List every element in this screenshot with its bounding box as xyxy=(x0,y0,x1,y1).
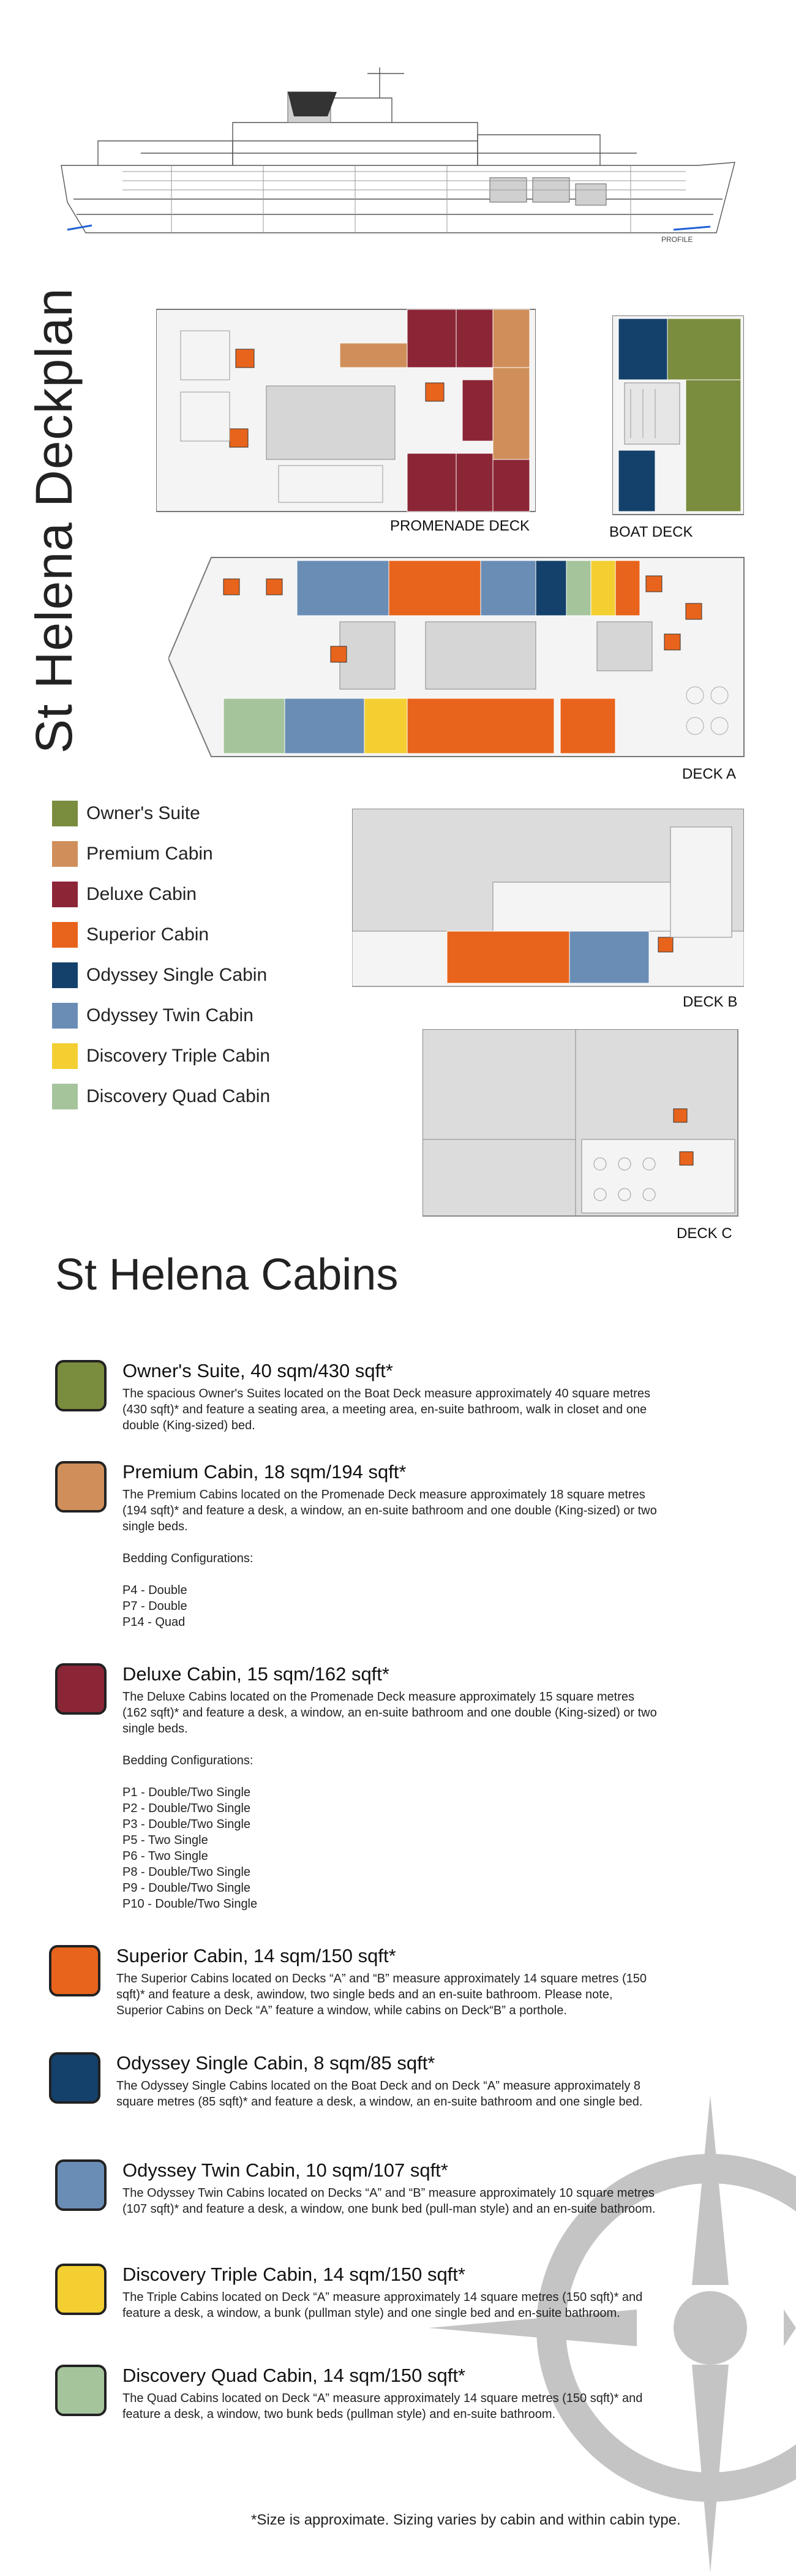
deck-label-boat: BOAT DECK xyxy=(609,524,693,540)
legend-label: Owner's Suite xyxy=(86,803,200,823)
legend-item xyxy=(52,955,270,995)
bedding-list xyxy=(122,1785,661,1912)
cabin-legend xyxy=(52,793,270,1117)
cabin-swatch xyxy=(55,2264,107,2315)
legend-label: Superior Cabin xyxy=(86,924,209,945)
cabin-description: The Deluxe Cabins located on the Promenade Deck measure approximately 15 square metres (162 sqft)* and feature a desk, a window, an en-suite bathroom and one double (King-sized) or two single beds. xyxy=(122,1690,657,1736)
cabin-heading: Discovery Triple Cabin, 14 sqm/150 sqft* xyxy=(122,2264,465,2285)
cabin-heading: Premium Cabin, 18 sqm/194 sqft* xyxy=(122,1461,407,1483)
cabin-swatch xyxy=(55,2159,107,2211)
cabin-swatch xyxy=(55,2365,107,2416)
legend-item xyxy=(52,834,270,874)
deck-b-plan xyxy=(352,809,744,1010)
bedding-item: P3 - Double/Two Single xyxy=(122,1818,251,1831)
legend-item xyxy=(52,915,270,955)
legend-swatch xyxy=(52,962,78,988)
deck-label-promenade: PROMENADE DECK xyxy=(390,518,530,534)
profile-label: PROFILE xyxy=(661,235,693,244)
cabin-swatch xyxy=(55,1461,107,1513)
bedding-item: P9 - Double/Two Single xyxy=(122,1881,251,1895)
cabin-heading: Owner's Suite, 40 sqm/430 sqft* xyxy=(122,1360,393,1381)
cabin-heading: Odyssey Single Cabin, 8 sqm/85 sqft* xyxy=(116,2052,435,2074)
legend-swatch xyxy=(52,882,78,907)
cabin-description: The Quad Cabins located on Deck “A” measure approximately 14 square metres (150 sqft)* and feature a desk, a window, two bunk beds (pullman style) and en-suite bathroom. xyxy=(122,2392,643,2421)
bedding-item: P7 - Double xyxy=(122,1600,187,1613)
deck-a-plan xyxy=(168,554,750,782)
cabin-swatch xyxy=(55,1663,107,1715)
cabin-description: The Triple Cabins located on Deck “A” measure approximately 14 square metres (150 sqft)* and feature a desk, a window, a bunk (pullman style) and one single bed and en-suite bathroom. xyxy=(122,2291,643,2320)
bedding-item: P4 - Double xyxy=(122,1584,187,1597)
bedding-item: P1 - Double/Two Single xyxy=(122,1786,251,1799)
deck-label-b: DECK B xyxy=(683,994,738,1010)
legend-item xyxy=(52,793,270,834)
bedding-item: P14 - Quad xyxy=(122,1615,186,1629)
promenade-deck-plan xyxy=(156,306,536,534)
ship-profile-drawing xyxy=(49,55,753,245)
legend-swatch xyxy=(52,1003,78,1029)
cabin-swatch xyxy=(55,1360,107,1411)
cabin-description: The Premium Cabins located on the Promenade Deck measure approximately 18 square metres (194 sqft)* and feature a desk, a window, an en-suite bathroom and one double (King-sized) or two single beds. xyxy=(122,1488,657,1533)
legend-label: Deluxe Cabin xyxy=(86,884,197,904)
deck-label-a: DECK A xyxy=(682,766,737,782)
cabin-description: The Odyssey Single Cabins located on the Boat Deck and on Deck “A” measure approximately 8 square metres (85 sqft)* and feature a desk, a window, an en-suite bathroom and one single bed. xyxy=(116,2079,643,2109)
legend-item xyxy=(52,874,270,915)
bedding-item: P2 - Double/Two Single xyxy=(122,1802,251,1815)
legend-label: Premium Cabin xyxy=(86,844,213,864)
page-title: St Helena Deckplan xyxy=(25,287,83,754)
cabin-description: The Odyssey Twin Cabins located on Decks “A” and “B” measure approximately 10 square metres (107 sqft)* and feature a desk, a window, one bunk bed (pull-man style) and an en-suite bathroom. xyxy=(122,2186,656,2216)
legend-swatch xyxy=(52,922,78,948)
legend-label: Odyssey Twin Cabin xyxy=(86,1005,253,1025)
size-footnote: *Size is approximate. Sizing varies by cabin and within cabin type. xyxy=(251,2512,681,2528)
cabin-swatch xyxy=(49,1945,100,1996)
deck-label-c: DECK C xyxy=(677,1225,732,1242)
boat-deck-plan xyxy=(609,315,744,540)
cabin-heading: Odyssey Twin Cabin, 10 sqm/107 sqft* xyxy=(122,2159,448,2181)
cabin-swatch xyxy=(49,2052,100,2104)
legend-swatch xyxy=(52,1043,78,1069)
bedding-item: P6 - Two Single xyxy=(122,1849,208,1863)
bedding-item: P10 - Double/Two Single xyxy=(122,1897,258,1911)
bedding-title: Bedding Configurations: xyxy=(122,1552,253,1565)
cabin-heading: Discovery Quad Cabin, 14 sqm/150 sqft* xyxy=(122,2365,465,2386)
legend-label: Discovery Quad Cabin xyxy=(86,1086,271,1106)
bedding-list xyxy=(122,1582,661,1630)
cabin-description: The Superior Cabins located on Decks “A” and “B” measure approximately 14 square metres (150 sqft)* and feature a desk, awindow, two single beds and an en-suite bathroom. Please note, Superior Cabins on Deck “A” feature a window, while cabins on Deck“B” a porthole. xyxy=(116,1972,647,2017)
legend-swatch xyxy=(52,841,78,867)
cabin-heading: Superior Cabin, 14 sqm/150 sqft* xyxy=(116,1945,396,1966)
bedding-item: P5 - Two Single xyxy=(122,1834,208,1847)
bedding-title: Bedding Configurations: xyxy=(122,1754,253,1767)
legend-label: Discovery Triple Cabin xyxy=(86,1046,271,1066)
cabin-heading: Deluxe Cabin, 15 sqm/162 sqft* xyxy=(122,1663,389,1685)
bedding-item: P8 - Double/Two Single xyxy=(122,1865,251,1879)
deck-c-plan xyxy=(422,1029,741,1242)
legend-label: Odyssey Single Cabin xyxy=(86,965,268,985)
legend-item xyxy=(52,1036,270,1076)
legend-item xyxy=(52,995,270,1036)
legend-item xyxy=(52,1076,270,1117)
legend-swatch xyxy=(52,1084,78,1109)
cabins-title: St Helena Cabins xyxy=(55,1250,399,1299)
cabin-description: The spacious Owner's Suites located on the Boat Deck measure approximately 40 square metres (430 sqft)* and feature a seating area, a meeting area, en-suite bathroom, walk in closet and one double (King-sized) bed. xyxy=(122,1387,651,1432)
legend-swatch xyxy=(52,801,78,826)
